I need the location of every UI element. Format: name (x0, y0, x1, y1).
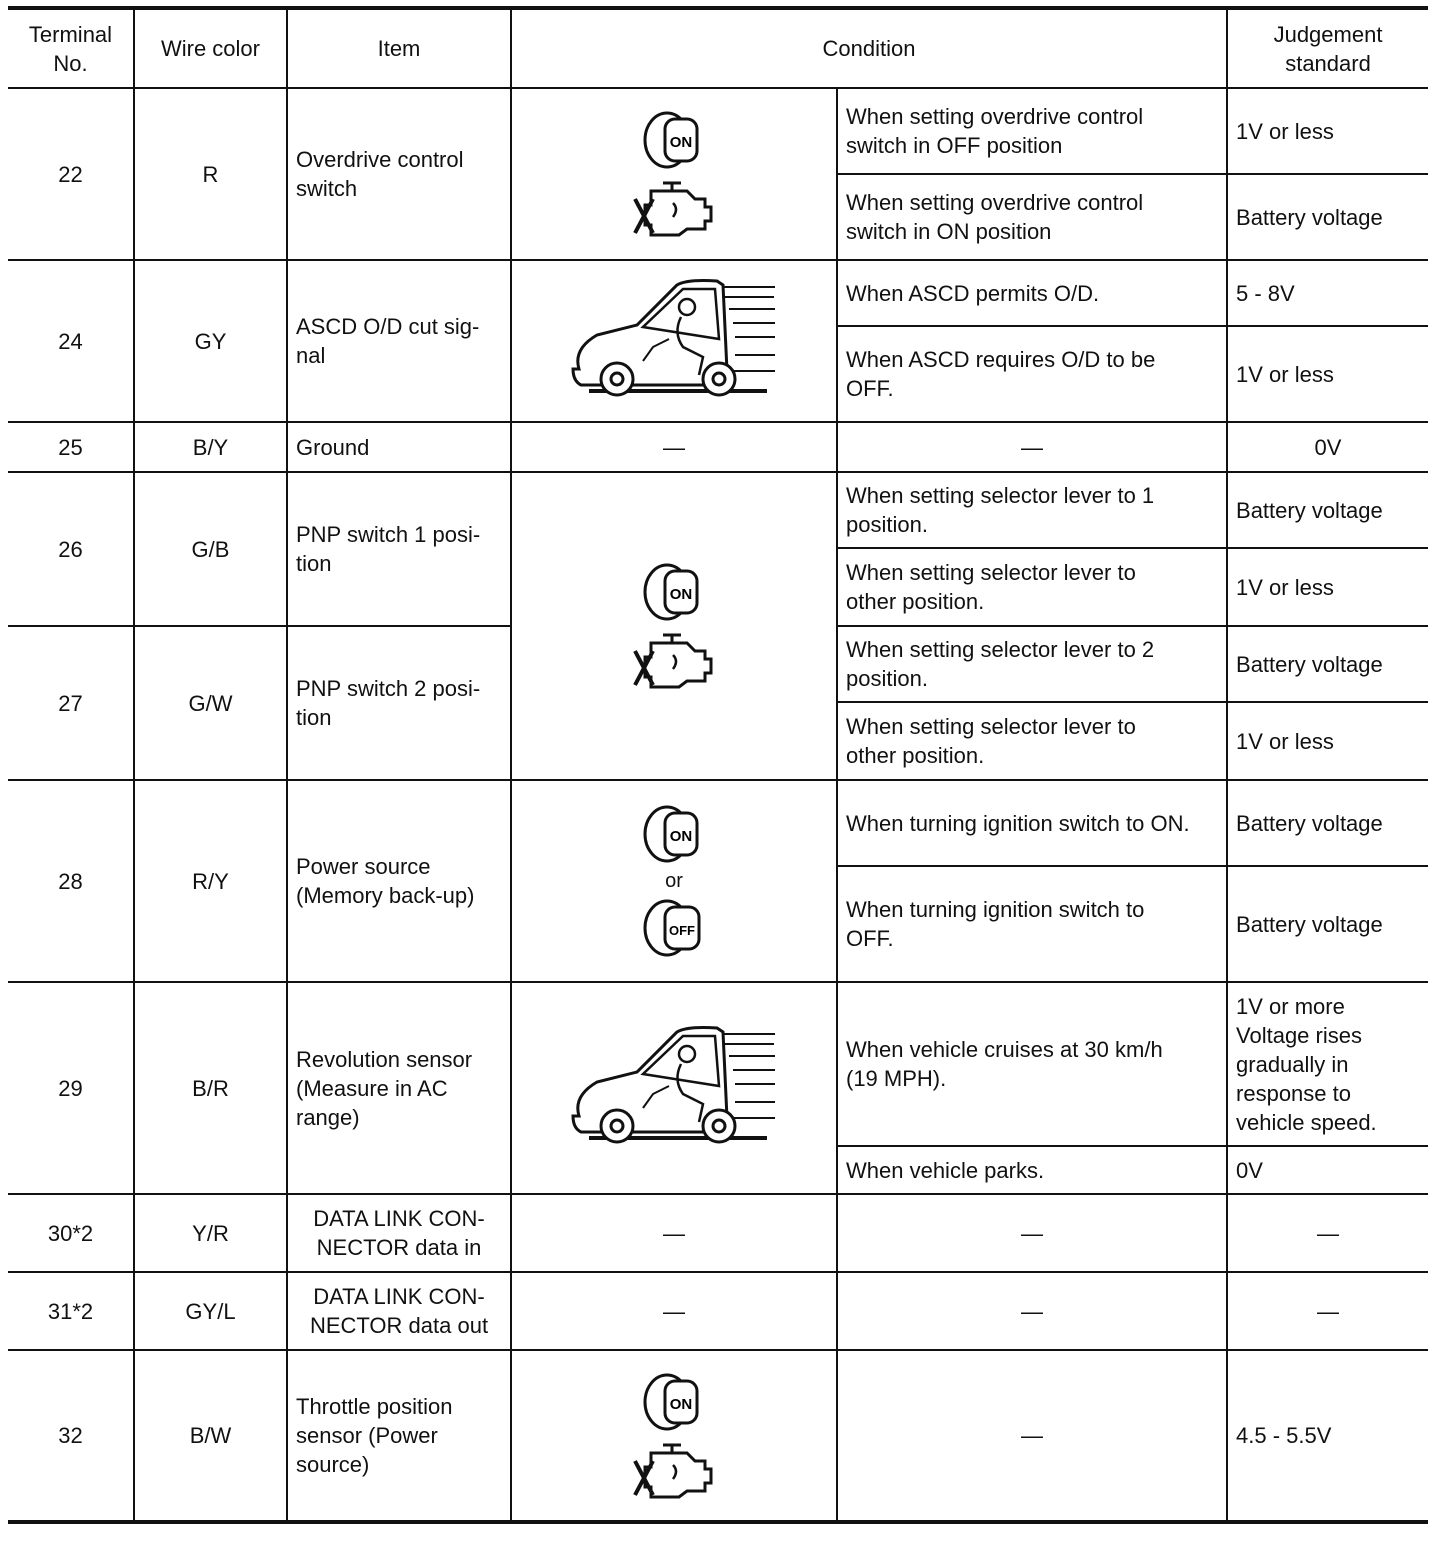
judgement-value: 1V or less (1227, 548, 1428, 626)
ignition-key-on-icon (639, 561, 709, 623)
table-row (8, 1194, 1428, 1272)
judgement-value: — (1227, 1194, 1428, 1272)
item-name: Power source (Memory back-up) (287, 780, 511, 982)
terminal-number: 30*2 (8, 1194, 134, 1272)
condition-text: When turning ignition switch to OFF. (837, 866, 1227, 982)
wire-color: B/Y (134, 422, 287, 472)
judgement-value: 0V (1227, 422, 1428, 472)
ignition-key-on-icon (639, 1371, 709, 1433)
condition-text: When vehicle parks. (837, 1146, 1227, 1194)
engine-stopped-icon (629, 629, 719, 691)
judgement-value: Battery voltage (1227, 472, 1428, 548)
condition-icons (511, 1350, 837, 1522)
terminal-number: 25 (8, 422, 134, 472)
item-name: PNP switch 1 posi- tion (287, 472, 511, 626)
condition-text: — (837, 1194, 1227, 1272)
condition-text: When setting selector lever to other position. (837, 548, 1227, 626)
engine-stopped-icon (629, 177, 719, 239)
item-name: Throttle position sensor (Power source) (287, 1350, 511, 1522)
condition-icons: — (511, 1194, 837, 1272)
condition-icons: — (511, 1272, 837, 1350)
condition-icons (511, 982, 837, 1194)
terminal-number: 29 (8, 982, 134, 1194)
header-condition: Condition (511, 8, 1227, 88)
condition-text: — (837, 1350, 1227, 1522)
header-wire-color: Wire color (134, 8, 287, 88)
table-row (8, 88, 1428, 174)
table-row (8, 422, 1428, 472)
condition-text: When setting selector lever to 2 position. (837, 626, 1227, 702)
header-judgement: Judgement standard (1227, 8, 1428, 88)
item-name: DATA LINK CON- NECTOR data in (287, 1194, 511, 1272)
header-row (8, 8, 1428, 88)
wire-color: Y/R (134, 1194, 287, 1272)
item-name: Revolution sensor (Measure in AC range) (287, 982, 511, 1194)
item-name: Ground (287, 422, 511, 472)
wire-color: GY/L (134, 1272, 287, 1350)
ignition-key-on-icon (639, 109, 709, 171)
condition-icons: — (511, 422, 837, 472)
header-terminal: Terminal No. (8, 8, 134, 88)
judgement-value: 1V or more Voltage rises gradually in response to vehicle speed. (1227, 982, 1428, 1146)
judgement-value: 1V or less (1227, 88, 1428, 174)
ignition-key-off-icon (639, 897, 709, 959)
judgement-value: 1V or less (1227, 702, 1428, 780)
condition-icons (511, 260, 837, 422)
terminal-number: 31*2 (8, 1272, 134, 1350)
terminal-number: 28 (8, 780, 134, 982)
item-name: Overdrive control switch (287, 88, 511, 260)
terminal-number: 24 (8, 260, 134, 422)
table-row (8, 982, 1428, 1146)
or-label: or (665, 870, 683, 892)
svg-text:ON: ON (669, 828, 693, 845)
condition-text: When setting selector lever to 1 position. (837, 472, 1227, 548)
connector-table-sheet (8, 6, 1428, 1524)
wire-color: G/B (134, 472, 287, 626)
condition-text: When vehicle cruises at 30 km/h (19 MPH). (837, 982, 1227, 1146)
wire-color: GY (134, 260, 287, 422)
wire-color: B/R (134, 982, 287, 1194)
condition-text: When setting overdrive control switch in ON position (837, 174, 1227, 260)
item-name: DATA LINK CON- NECTOR data out (287, 1272, 511, 1350)
engine-stopped-icon (629, 1439, 719, 1501)
terminal-number: 32 (8, 1350, 134, 1522)
table-row (8, 1350, 1428, 1522)
vehicle-driving-icon (569, 1020, 779, 1150)
svg-text:ON: ON (669, 586, 693, 603)
table-row (8, 780, 1428, 866)
judgement-value: Battery voltage (1227, 866, 1428, 982)
wire-color: B/W (134, 1350, 287, 1522)
condition-icons (511, 472, 837, 780)
svg-text:ON: ON (669, 1395, 693, 1413)
terminal-table (8, 6, 1428, 1524)
terminal-number: 26 (8, 472, 134, 626)
condition-text: When setting overdrive control switch in OFF position (837, 88, 1227, 174)
condition-text: When ASCD permits O/D. (837, 260, 1227, 326)
svg-text:ON: ON (669, 134, 693, 151)
judgement-value: 5 - 8V (1227, 260, 1428, 326)
item-name: ASCD O/D cut sig- nal (287, 260, 511, 422)
judgement-value: 1V or less (1227, 326, 1428, 422)
wire-color: G/W (134, 626, 287, 780)
condition-icons (511, 88, 837, 260)
condition-text: When turning ignition switch to ON. (837, 780, 1227, 866)
judgement-value: 0V (1227, 1146, 1428, 1194)
condition-icons (511, 780, 837, 982)
judgement-value: Battery voltage (1227, 174, 1428, 260)
condition-text: — (837, 422, 1227, 472)
wire-color: R/Y (134, 780, 287, 982)
svg-text:OFF: OFF (669, 923, 695, 938)
condition-text: When ASCD requires O/D to be OFF. (837, 326, 1227, 422)
ignition-key-on-icon (639, 803, 709, 865)
table-row (8, 1272, 1428, 1350)
judgement-value: Battery voltage (1227, 626, 1428, 702)
judgement-value: 4.5 - 5.5V (1227, 1350, 1428, 1522)
condition-text: When setting selector lever to other position. (837, 702, 1227, 780)
vehicle-driving-icon (569, 273, 779, 403)
header-item: Item (287, 8, 511, 88)
item-name: PNP switch 2 posi- tion (287, 626, 511, 780)
judgement-value: — (1227, 1272, 1428, 1350)
wire-color: R (134, 88, 287, 260)
table-row (8, 472, 1428, 548)
terminal-number: 22 (8, 88, 134, 260)
judgement-value: Battery voltage (1227, 780, 1428, 866)
condition-text: — (837, 1272, 1227, 1350)
terminal-number: 27 (8, 626, 134, 780)
table-row (8, 260, 1428, 326)
